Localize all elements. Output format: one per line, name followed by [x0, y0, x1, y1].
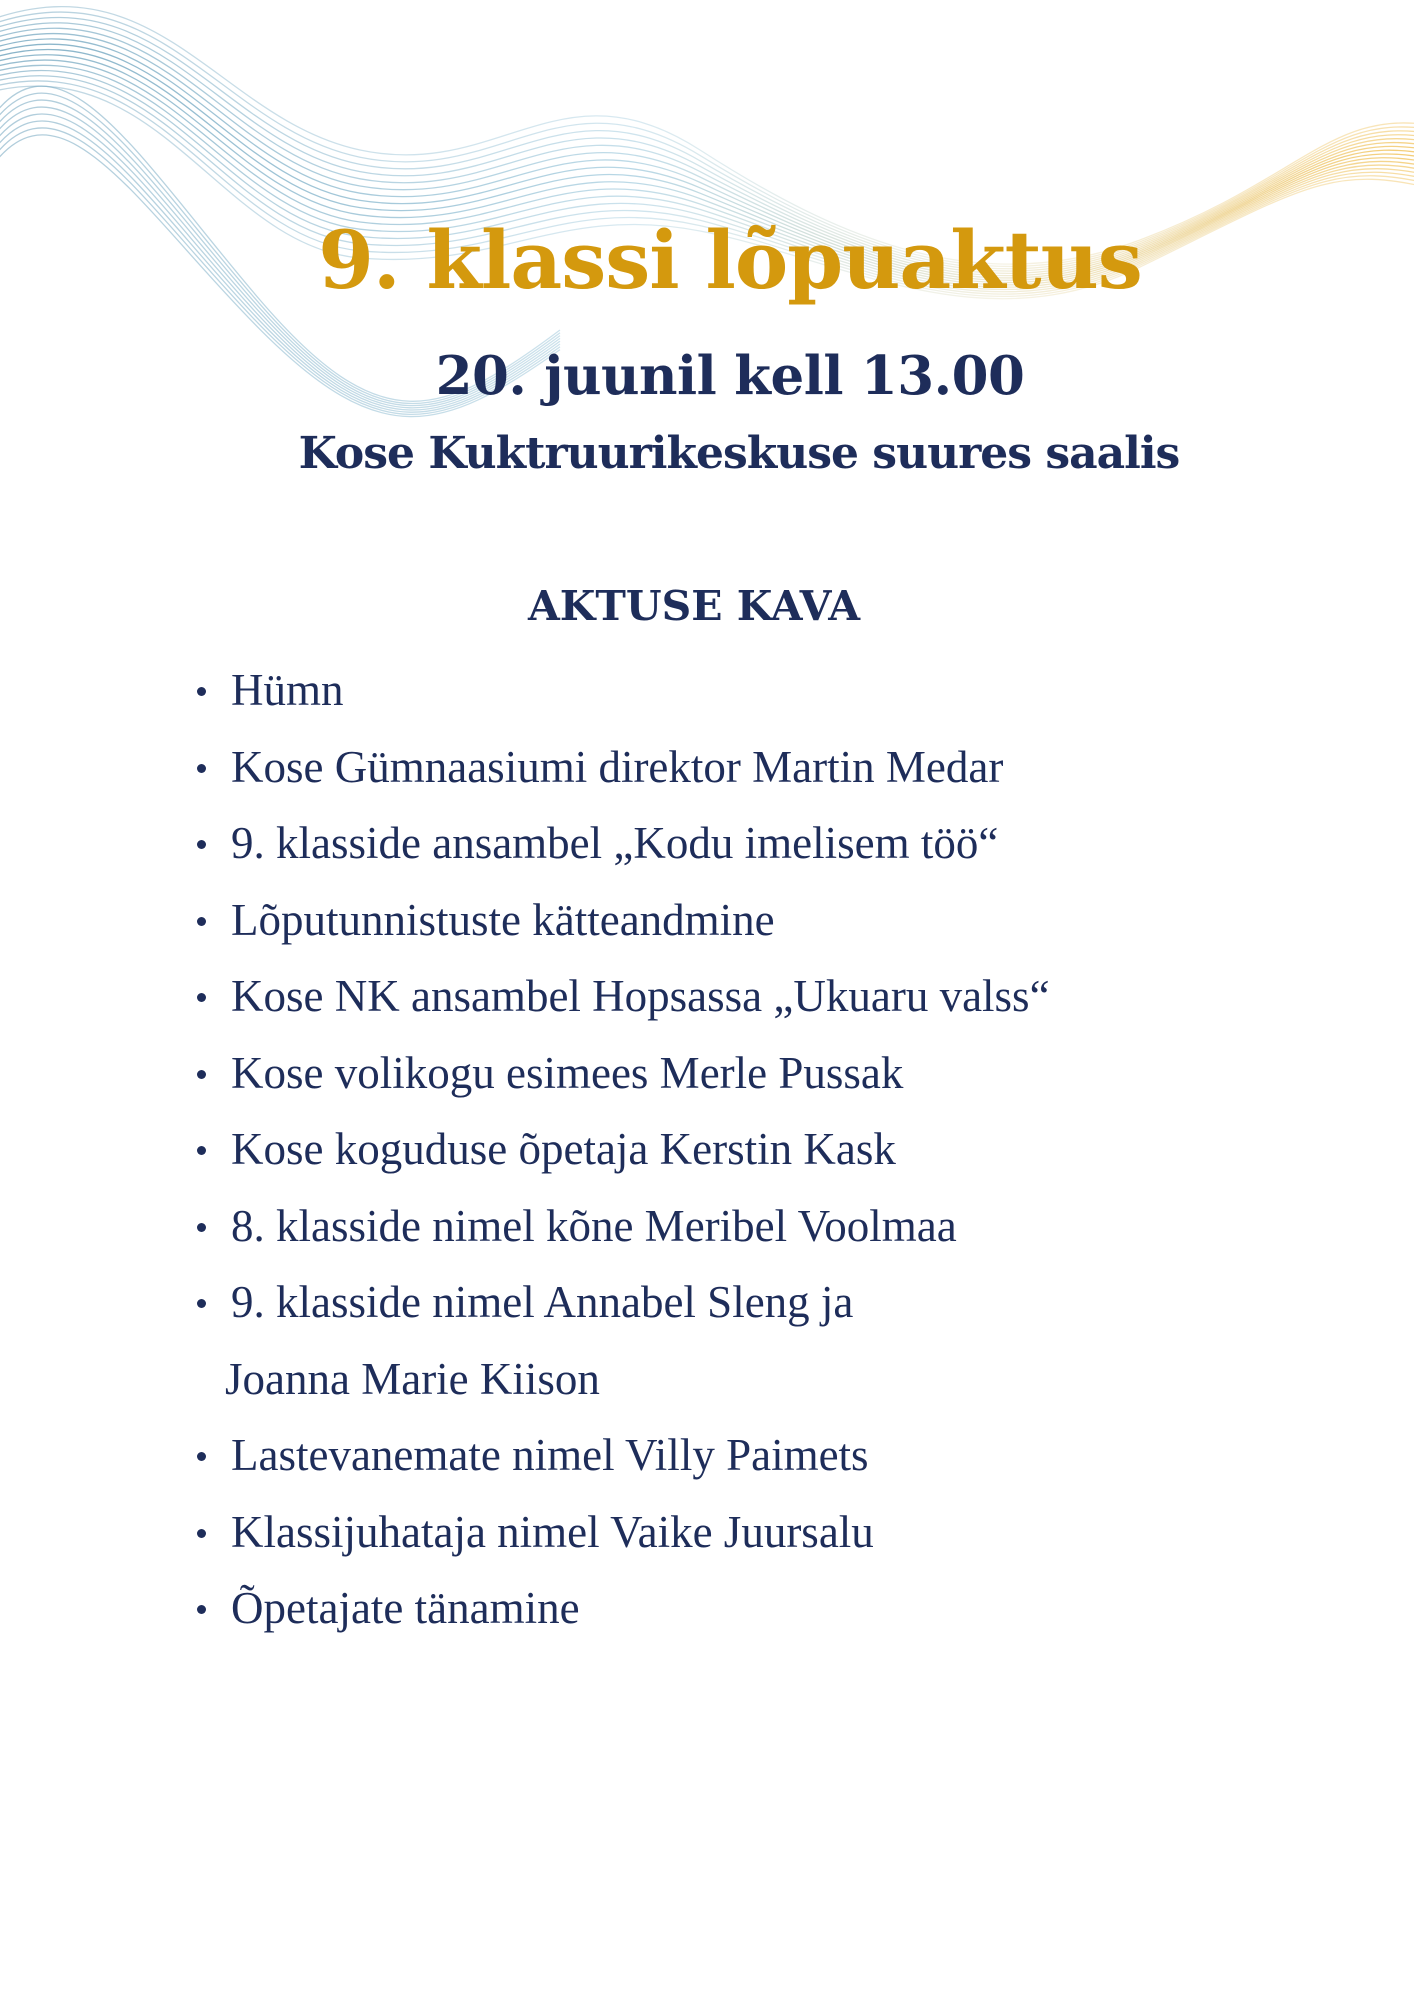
list-item: [185, 1035, 1385, 1112]
bullet-icon: [197, 1605, 206, 1614]
event-venue: Kose Kuktruurikeskuse suures saalis: [298, 428, 1180, 479]
program-list: [185, 652, 1385, 1647]
page-title: 9. klassi lõpuaktus: [318, 213, 1142, 307]
bullet-icon: [197, 1299, 206, 1308]
list-item-text: Lõputunnistuste kätteandmine: [231, 894, 775, 945]
list-item: [185, 882, 1385, 959]
list-item-text: Õpetajate tänamine: [231, 1583, 580, 1633]
program-heading: AKTUSE KAVA: [527, 582, 861, 630]
list-item: [185, 958, 1385, 1035]
list-item-continuation: Joanna Marie Kiison: [225, 1353, 600, 1404]
list-item: [185, 652, 1385, 729]
list-item-text: Kose volikogu esimees Merle Pussak: [231, 1047, 904, 1098]
list-item: [185, 1417, 1385, 1494]
list-item: [185, 1494, 1385, 1571]
bullet-icon: [197, 1529, 206, 1538]
list-item-text: Kose NK ansambel Hopsassa „Ukuaru valss“: [231, 971, 1050, 1021]
bullet-icon: [197, 1223, 206, 1232]
list-item-text: Kose Gümnaasiumi direktor Martin Medar: [231, 741, 1004, 792]
bullet-icon: [197, 687, 206, 696]
list-item-text: Kose koguduse õpetaja Kerstin Kask: [231, 1124, 896, 1174]
list-item: [185, 805, 1385, 882]
bullet-icon: [197, 1146, 206, 1155]
bullet-icon: [197, 993, 206, 1002]
bullet-icon: [197, 1452, 206, 1461]
list-item: [185, 1111, 1385, 1188]
bullet-icon: [197, 1070, 206, 1079]
bullet-icon: [197, 840, 206, 849]
list-item: [185, 1188, 1385, 1265]
list-item-text: 9. klasside ansambel „Kodu imelisem töö“: [231, 818, 999, 868]
list-item-text: Hümn: [231, 665, 344, 715]
list-item-text: 8. klasside nimel kõne Meribel Voolmaa: [231, 1200, 957, 1251]
bullet-icon: [197, 917, 206, 926]
list-item-text: 9. klasside nimel Annabel Sleng ja: [231, 1277, 854, 1327]
list-item: [185, 729, 1385, 806]
bullet-icon: [197, 764, 206, 773]
list-item-text: Lastevanemate nimel Villy Paimets: [231, 1430, 869, 1480]
list-item: [185, 1264, 1385, 1417]
list-item-text: Klassijuhataja nimel Vaike Juursalu: [231, 1506, 874, 1557]
event-date: 20. juunil kell 13.00: [435, 345, 1025, 407]
list-item: [185, 1570, 1385, 1647]
